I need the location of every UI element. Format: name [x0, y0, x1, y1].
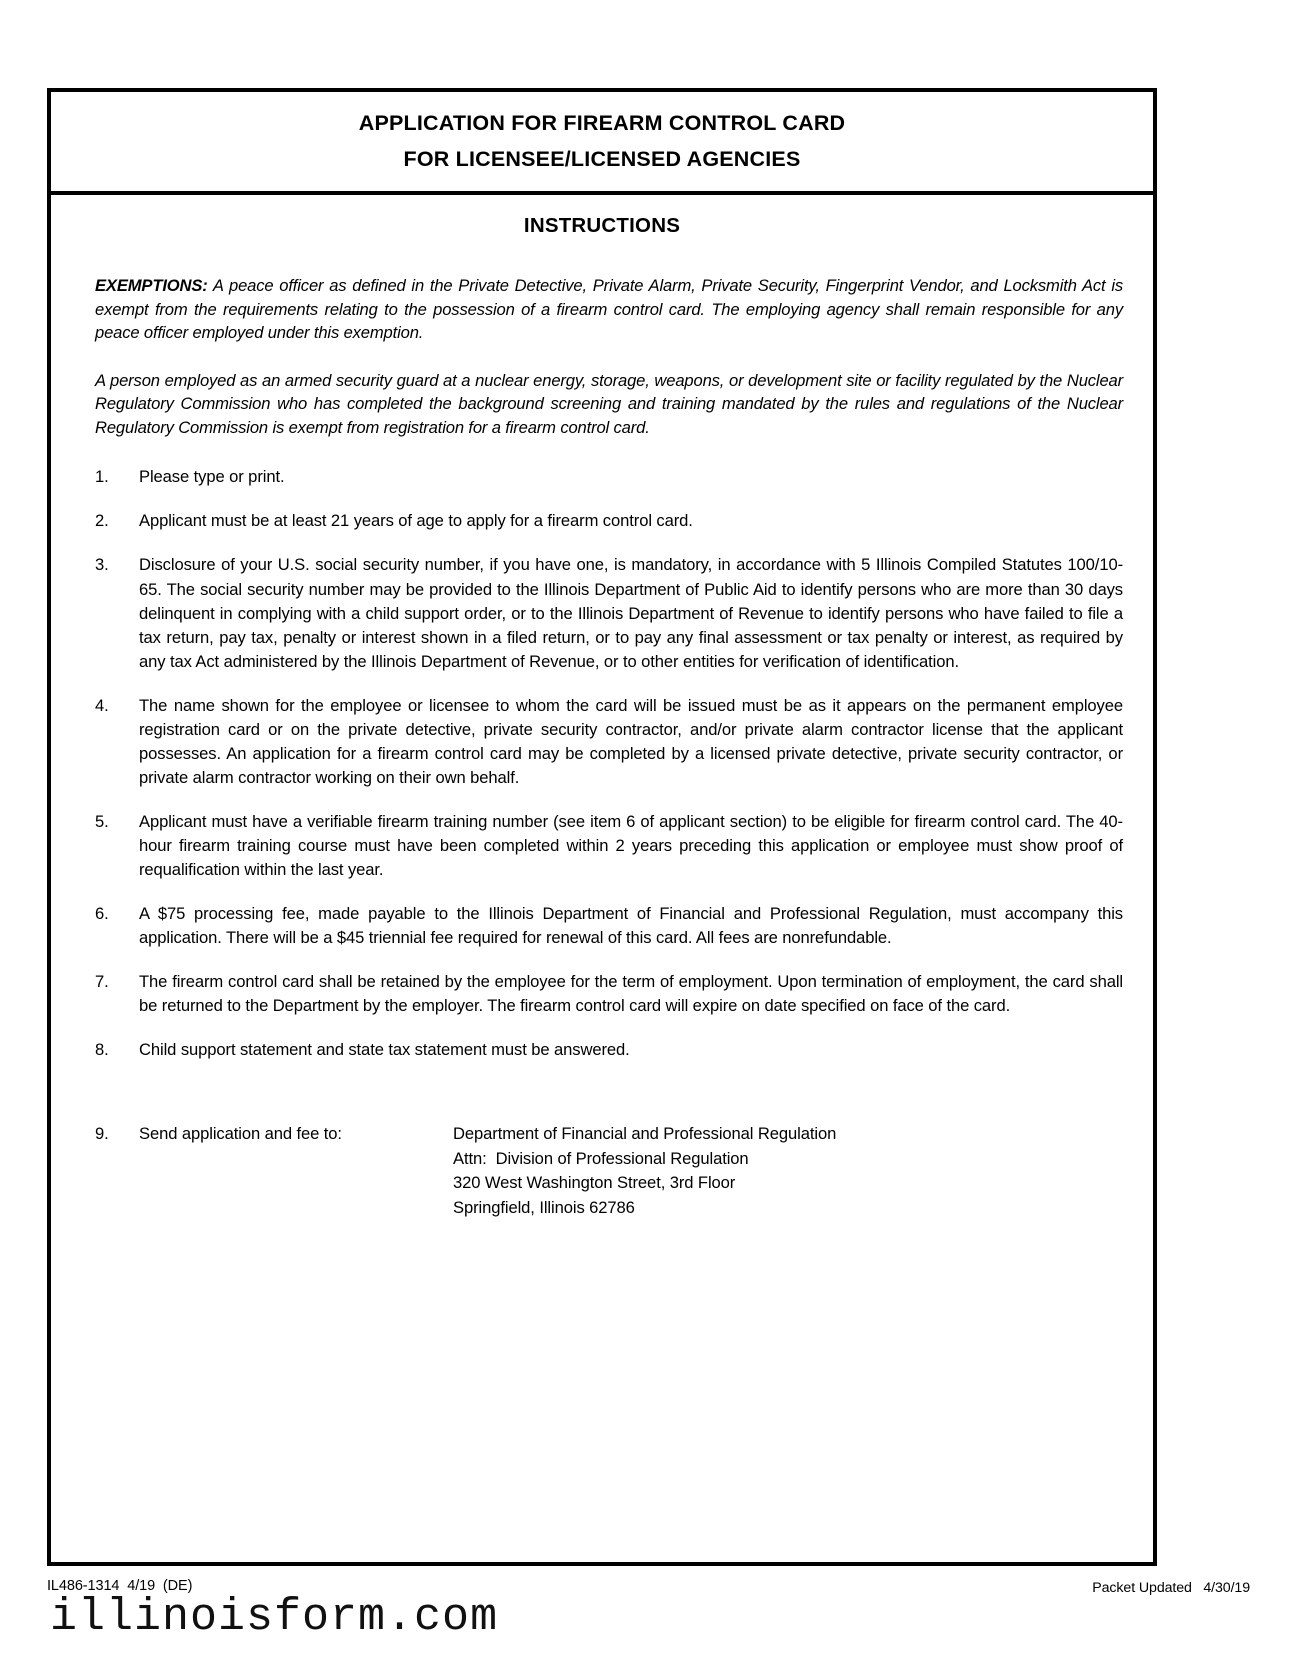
mailing-address-line-2: Attn: Division of Professional Regulation [453, 1148, 749, 1168]
form-frame [47, 88, 1157, 1566]
instructions-list [95, 465, 1123, 1220]
mailing-address-block [453, 1122, 1123, 1220]
exemptions-paragraph-1 [95, 274, 1123, 345]
instruction-item-2 [95, 509, 1123, 533]
form-title-line-2: FOR LICENSEE/LICENSED AGENCIES [403, 146, 801, 171]
instruction-text-7: The firearm control card shall be retained by the employee for the term of employment. Upon termination of employment, the card shall be returned to the Department by the employer. The firearm control card will expire on date specified on face of the card. [139, 972, 1123, 1016]
instruction-item-8 [95, 1038, 1123, 1062]
instruction-number-8: 8. [95, 1040, 109, 1060]
instruction-item-6 [95, 902, 1123, 950]
instruction-number-9: 9. [95, 1124, 109, 1144]
instruction-number-1: 1. [95, 467, 109, 487]
instruction-item-3 [95, 553, 1123, 673]
exemptions-paragraph-2: A person employed as an armed security guard at a nuclear energy, storage, weapons, or development site or facility regulated by the Nuclear Regulatory Commission who has completed the background screening and training mandated by the rules and regulations of the Nuclear Regulatory Commission is exempt from registration for a firearm control card. [95, 370, 1123, 437]
packet-updated: Packet Updated 4/30/19 [1092, 1580, 1250, 1596]
form-title-line-1: APPLICATION FOR FIREARM CONTROL CARD [358, 110, 846, 135]
instruction-item-5 [95, 810, 1123, 882]
instruction-item-4 [95, 694, 1123, 790]
form-code: IL486-1314 4/19 (DE) [47, 1578, 193, 1594]
instruction-text-4: The name shown for the employee or licensee to whom the card will be issued must be as it appears on the permanent employee registration card or on the private detective, private security contractor, and/or private alarm contractor license that the applicant possesses. An application for a firearm control card may be completed by a licensed private detective, private security contractor, or private alarm contractor working on their own behalf. [139, 695, 1123, 787]
instruction-item-1 [95, 465, 1123, 489]
instruction-number-5: 5. [95, 811, 109, 831]
site-watermark: illinoisform.com [50, 1592, 499, 1643]
mailing-address-line-3: 320 West Washington Street, 3rd Floor [453, 1173, 736, 1193]
instruction-item-7 [95, 970, 1123, 1018]
instructions-body [95, 274, 1123, 1240]
send-application-row [139, 1122, 1123, 1220]
exemptions-paragraph-1-text: A peace officer as defined in the Private Detective, Private Alarm, Private Security, Fingerprint Vendor, and Locksmith Act is exempt from the requirements relating to the possession of a firearm control card. The employing agency shall remain responsible for any peace officer employed under this exemption. [95, 276, 1123, 343]
mailing-address-line-4: Springfield, Illinois 62786 [453, 1197, 635, 1217]
exemptions-label: EXEMPTIONS: [95, 276, 208, 295]
instructions-heading: INSTRUCTIONS [523, 214, 681, 237]
instruction-number-4: 4. [95, 695, 109, 715]
send-application-label: Send application and fee to: [139, 1124, 342, 1144]
instruction-item-9 [95, 1122, 1123, 1220]
instruction-text-5: Applicant must have a verifiable firearm training number (see item 6 of applicant section) to be eligible for firearm control card. The 40-hour firearm training course must have been completed within 2 years preceding this application or employee must show proof of requalification within the last year. [139, 811, 1123, 879]
title-band [51, 92, 1153, 195]
instruction-number-6: 6. [95, 904, 109, 924]
instruction-text-3: Disclosure of your U.S. social security number, if you have one, is mandatory, in accordance with 5 Illinois Compiled Statutes 100/10-65. The social security number may be provided to the Illinois Department of Public Aid to identify persons who are more than 30 days delinquent in complying with a child support order, or to the Illinois Department of Revenue to identify persons who have failed to file a tax return, pay tax, penalty or interest shown in a filed return, or to pay any final assessment or tax penalty or interest, as required by any tax Act administered by the Illinois Department of Revenue, or to other entities for verification of identification. [139, 555, 1123, 671]
mailing-address-line-1: Department of Financial and Professional Regulation [453, 1124, 837, 1144]
instruction-text-8: Child support statement and state tax statement must be answered. [139, 1040, 630, 1060]
instruction-number-2: 2. [95, 511, 109, 531]
instruction-text-2: Applicant must be at least 21 years of age to apply for a firearm control card. [139, 511, 693, 531]
instruction-number-7: 7. [95, 972, 109, 992]
instruction-number-3: 3. [95, 555, 109, 575]
instruction-text-1: Please type or print. [139, 467, 285, 487]
instruction-text-6: A $75 processing fee, made payable to the Illinois Department of Financial and Professional Regulation, must accompany this application. There will be a $45 triennial fee required for renewal of this card. All fees are nonrefundable. [139, 904, 1123, 948]
